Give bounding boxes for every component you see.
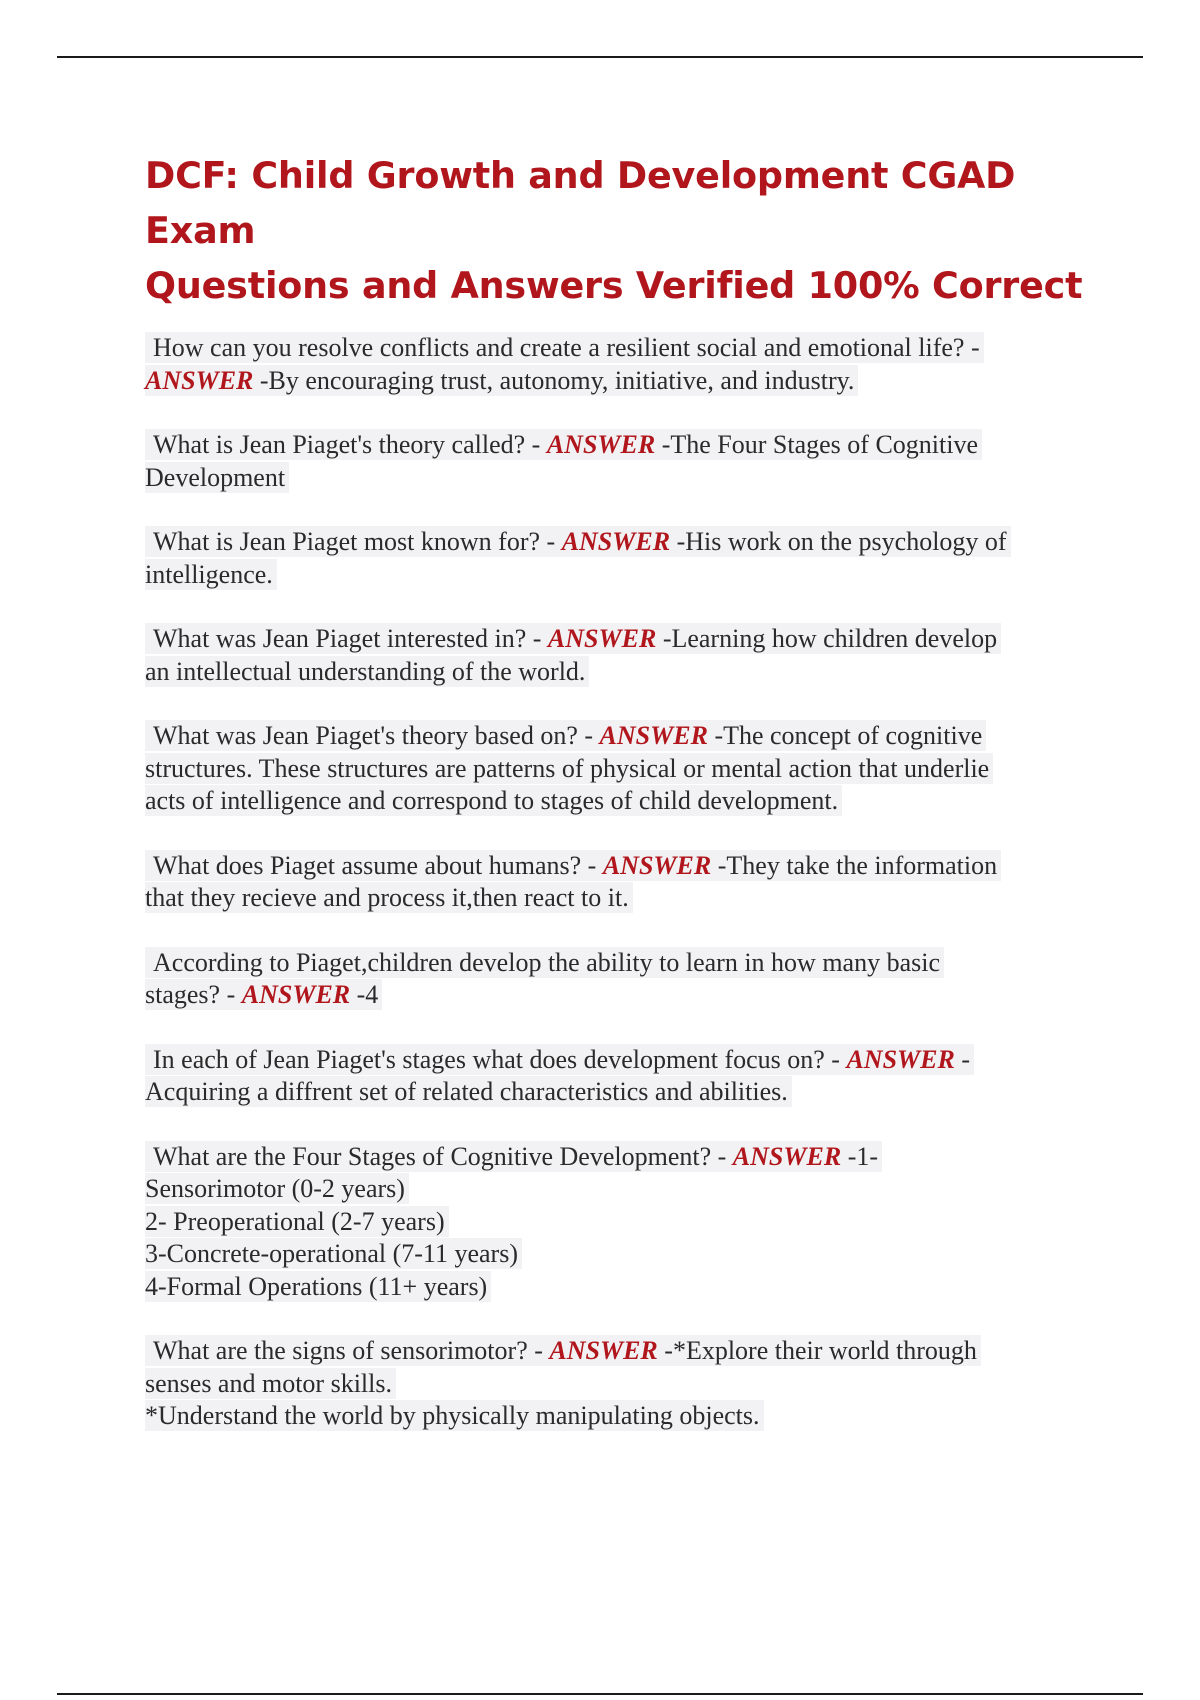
answer-text: -*Explore their world through [657, 1336, 977, 1365]
qa-item [145, 332, 1080, 397]
answer-text: -They take the information [711, 850, 998, 880]
qa-list [145, 332, 1080, 1465]
question-text: What does Piaget assume about humans? - [153, 850, 603, 880]
answer-text: -The concept of cognitive [707, 721, 983, 750]
question-text: What are the Four Stages of Cognitive Development? - [153, 1141, 733, 1171]
answer-label: ANSWER [145, 365, 254, 395]
qa-item [145, 1141, 1080, 1304]
answer-label: ANSWER [546, 430, 656, 459]
document-title-line-1: DCF: Child Growth and Development CGAD Exam [145, 154, 1016, 252]
question-text: What is Jean Piaget's theory called? - [153, 430, 547, 459]
answer-text: -4 [350, 980, 379, 1009]
answer-text: 4-Formal Operations (11+ years) [145, 1271, 491, 1302]
question-text: In each of Jean Piaget's stages what does development focus on? - [153, 1044, 847, 1074]
header-rule [57, 56, 1143, 58]
qa-item [145, 720, 1080, 818]
qa-item [145, 623, 1080, 688]
qa-item [145, 1335, 1080, 1433]
question-text: stages? - [145, 980, 242, 1009]
answer-text: - [954, 1044, 971, 1074]
answer-text: -Learning how children develop [656, 624, 998, 653]
answer-text: that they recieve and process it,then react to it. [145, 882, 633, 913]
qa-item [145, 1044, 1080, 1109]
qa-item [145, 429, 1080, 494]
answer-text: structures. These structures are patterns of physical or mental action that underlie [145, 753, 993, 784]
question-text: According to Piaget,children develop the ability to learn in how many basic [145, 947, 944, 978]
answer-label: ANSWER [547, 624, 657, 653]
answer-label: ANSWER [599, 721, 708, 750]
answer-text: -1- [841, 1141, 879, 1171]
question-text: What are the signs of sensorimotor? - [153, 1336, 550, 1365]
question-text: What is Jean Piaget most known for? - [153, 527, 562, 556]
answer-text: 3-Concrete-operational (7-11 years) [145, 1238, 522, 1269]
answer-label: ANSWER [549, 1336, 658, 1365]
answer-text: Acquiring a diffrent set of related characteristics and abilities. [145, 1076, 792, 1107]
footer-rule [57, 1693, 1143, 1695]
answer-label: ANSWER [732, 1141, 842, 1171]
answer-label: ANSWER [846, 1044, 955, 1074]
answer-label: ANSWER [561, 527, 671, 556]
answer-text: -His work on the psychology of [670, 527, 1007, 556]
answer-text: an intellectual understanding of the world. [145, 656, 589, 687]
qa-item [145, 947, 1080, 1012]
document-title-line-2: Questions and Answers Verified 100% Correct [145, 264, 1083, 307]
answer-text: senses and motor skills. [145, 1368, 396, 1399]
answer-text: -By encouraging trust, autonomy, initiative, and industry. [259, 365, 855, 395]
answer-text: 2- Preoperational (2-7 years) [145, 1206, 449, 1237]
answer-label: ANSWER [602, 850, 712, 880]
qa-item [145, 850, 1080, 915]
answer-text: intelligence. [145, 559, 277, 590]
answer-text: acts of intelligence and correspond to stages of child development. [145, 785, 842, 816]
question-text: How can you resolve conflicts and create a resilient social and emotional life? - [145, 332, 984, 363]
answer-text: Development [145, 462, 289, 493]
answer-text: -The Four Stages of Cognitive [655, 430, 979, 459]
answer-text: *Understand the world by physically manipulating objects. [145, 1400, 764, 1431]
question-text: What was Jean Piaget interested in? - [153, 624, 548, 653]
answer-text: Sensorimotor (0-2 years) [145, 1173, 409, 1204]
answer-label: ANSWER [241, 980, 351, 1009]
question-text: What was Jean Piaget's theory based on? - [153, 721, 600, 750]
document-title [145, 148, 1125, 313]
qa-item [145, 526, 1080, 591]
